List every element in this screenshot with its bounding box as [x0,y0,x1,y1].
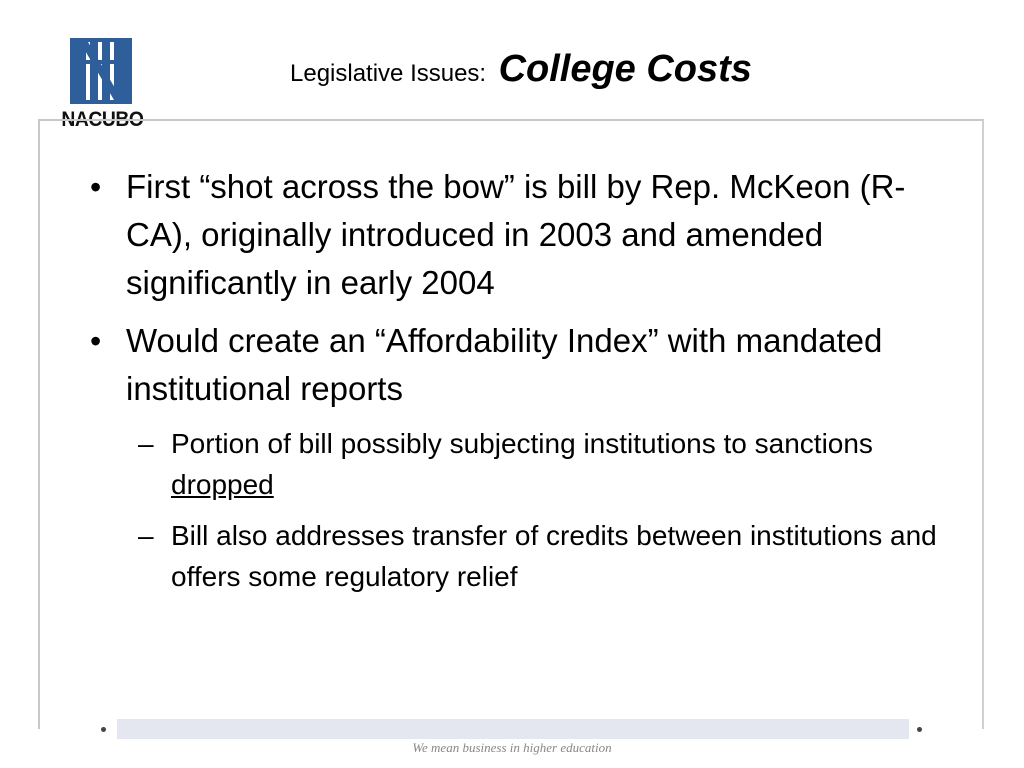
footer-bar [117,719,909,739]
title-prefix: Legislative Issues: [290,60,487,87]
sub-bullet-text [171,428,873,500]
underlined-word: dropped [171,469,274,500]
dash-icon: – [138,428,154,459]
slide-title [290,48,752,91]
footer-tagline: We mean business in higher education [412,740,612,755]
bullet-dot-icon: • [90,169,102,205]
sub-bullet-text: Bill also addresses transfer of credits between institutions and offers some regulatory relief [171,520,937,592]
bullet-item [90,317,970,413]
footer-dot-right [917,727,922,732]
dash-icon: – [138,520,154,551]
sub-bullet-item [90,423,970,505]
bullet-dot-icon: • [90,323,102,359]
logo-text: NACUBO [61,108,144,131]
slide-content [90,163,970,607]
footer-dot-left [101,727,106,732]
sub-bullet-item [90,515,970,597]
nacubo-logo-mark-icon [70,38,132,104]
sub-bullet-text-main: Portion of bill possibly subjecting institutions to sanctions [171,428,873,459]
title-main: College Costs [498,48,752,90]
bullet-text: First “shot across the bow” is bill by Rep. McKeon (R-CA), originally introduced in 2003 and amended significantly in early 2004 [126,168,906,301]
bullet-item [90,163,970,307]
bullet-text: Would create an “Affordability Index” with mandated institutional reports [126,322,883,407]
